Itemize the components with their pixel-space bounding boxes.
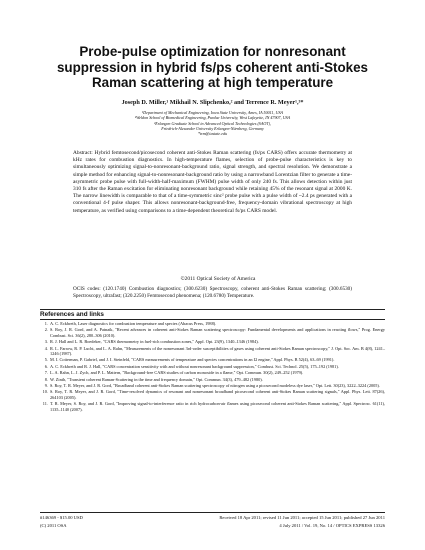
author-list: Joseph D. Miller,¹ Mikhail N. Slipchenko,² and Terrence R. Meyer¹,³* [121,99,304,106]
reference-number: 1. [44,321,48,326]
reference-item [40,364,385,369]
reference-item [40,321,385,326]
reference-text: S. Roy, T. R. Meyer, and J. R. Gord, "Broadband coherent anti-Stokes Raman scattering spectroscopy of nitrogen using a picosecond modeless dye laser," Opt. Lett. 30(23), 3222–3224 (2005). [50,383,380,389]
reference-number: 3. [44,339,48,345]
reference-text: S. Roy, J. R. Gord, and A. Patnaik, "Recent advances in coherent anti-Stokes Raman scattering spectroscopy: Fundamental developments and applications in reacting flows," Prog. Energy Combust. Sci. 36(2), 280–306 (2010). [50,327,385,338]
reference-item [40,383,385,388]
paper-title: Probe-pulse optimization for nonresonant suppression in hybrid fs/ps coherent anti-Stokes Raman scattering at high temperature [56,44,369,90]
affiliation-line: ¹Department of Mechanical Engineering, Iowa State University, Ames, IA 50011, USA [141,110,284,115]
footer-copyright: (C) 2011 OSA [40,523,67,528]
reference-item [40,327,385,338]
manuscript-id: #146369 - $15.00 USD [40,515,83,520]
reference-number: 11. [42,401,48,407]
reference-text: L. A. Rahn, L. J. Zych, and P. L. Mattern, "Background-free CARS studies of carbon monoxide in a flame," Opt. Commun. 30(2), 249–252 (1979). [50,370,304,376]
divider [40,319,385,320]
journal-citation: 4 July 2011 / Vol. 19, No. 14 / OPTICS EXPRESS 13326 [279,523,385,528]
reference-item [40,339,385,344]
reference-number: 8. [44,376,48,382]
reference-number: 4. [44,345,48,351]
reference-text: S. Roy, T. R. Meyer, and J. R. Gord, "Time-resolved dynamics of resonant and nonresonant broadband picosecond coherent anti-Stokes Raman scattering signals," Appl. Phys. Lett. 87(26), 264103 (2005). [50,389,385,400]
reference-item [40,389,385,400]
reference-item [40,377,385,382]
reference-text: A. C. Eckbreth, Laser diagnostics for combustion temperature and species (Abacus Press, 1988). [50,321,217,326]
reference-number: 6. [44,363,48,369]
reference-item [40,346,385,357]
ocis-codes: OCIS codes: (120.1740) Combustion diagnostics; (300.6230) Spectroscopy, coherent anti-Stokes Raman scattering; (300.6530) Spectroscopy, ultrafast; (320.2250) Femtosecond phenomena; (120.6780) Temperature. [73,286,352,299]
reference-text: R. J. Hall and L. R. Boedeker, "CARS thermometry in fuel-rich combustion zones," Appl. Opt. 23(9), 1340–1346 (1984). [50,339,259,345]
reference-number: 7. [44,370,48,376]
author-email[interactable]: *trm@iastate.edu [197,131,228,137]
affiliation-line: ³Erlangen Graduate School in Advanced Optical Technologies (SAOT), [154,120,271,126]
reference-number: 2. [44,327,48,333]
reference-text: W. Zinth, "Transient coherent Raman-Scattering in the time and frequency domain," Opt. Commun. 34(3), 479–482 (1980). [50,376,263,382]
reference-text: A. C. Eckbreth and R. J. Hall, "CARS concentration sensitivity with and without nonresonant background suppression," Combust. Sci. Technol. 25(5), 175–192 (1981). [50,363,339,369]
affiliation-line: Friedrich-Alexander University Erlangen-Nürnberg, Germany [161,125,264,131]
references-heading: References and links [40,311,104,318]
reference-item [40,357,385,362]
affiliation-line: ²Weldon School of Biomedical Engineering, Purdue University, West Lafayette, IN 47907, USA [134,115,291,121]
affiliations [40,110,385,136]
reference-text: T. R. Meyer, S. Roy, and J. R. Gord, "Improving signal-to-interference ratio in rich hydrocarbon-air flames using picosecond coherent anti-Stokes Raman scattering," Appl. Spectrosc. 61(11), 1135–1140 (2007). [50,401,385,412]
reference-text: R. L. Farrow, R. P. Lucht, and L. A. Rahn, "Measurements of the nonresonant 3rd-order susceptibilities of gases using coherent anti-Stokes Raman spectroscopy," J. Opt. Soc. Am. B 4(8), 1241–1246 (1987). [50,345,385,357]
reference-number: 9. [44,383,48,389]
reference-item [40,401,385,412]
reference-item [40,370,385,375]
reference-list [40,321,385,413]
copyright-notice: ©2011 Optical Society of America [180,276,256,282]
reference-number: 10. [42,389,48,395]
abstract: Abstract: Hybrid femtosecond/picosecond coherent anti-Stokes Raman scattering (fs/ps CARS) offers accurate thermometry at kHz rates for combustion diagnostics. In high-temperature flames, selection of probe-pulse characteristics is key to simultaneously optimizing signal-to-nonresonant-background ratio, signal strength, and spectral resolution. We demonstrate a simple method for enhancing signal-to-nonresonant-background ratio by using a narrowband Lorentzian filter to generate a time-asymmetric probe pulse with full-width-half-maximum (FWHM) pulse width of only 240 fs. This allows detection within just 310 fs after the Raman excitation for eliminating nonresonant background while retaining 45% of the resonant signal at 2000 K. The narrow linewidth is comparable to that of a time-symmetric sinc² probe pulse with a pulse width of ~2.4 ps generated with a conventional 4-f pulse shaper. This allows nonresonant-background-free, frequency-domain vibrational spectroscopy at high temperature, as verified using comparisons to a time-dependent theoretical fs/ps CARS model. [73,150,352,214]
divider [40,309,385,310]
publication-history: Received 18 Apr 2011; revised 11 Jun 2011; accepted 15 Jun 2011; published 27 Jun 2011 [219,515,385,520]
divider [40,512,385,513]
reference-text: M. I. Cotterman, P. Gabriel, and J. I. Steinfeld, "CARS measurements of temperature and species concentrations in an I2 engine," Appl. Phys. B 52(4), 63–69 (1991). [50,357,335,363]
reference-number: 5. [44,357,48,363]
